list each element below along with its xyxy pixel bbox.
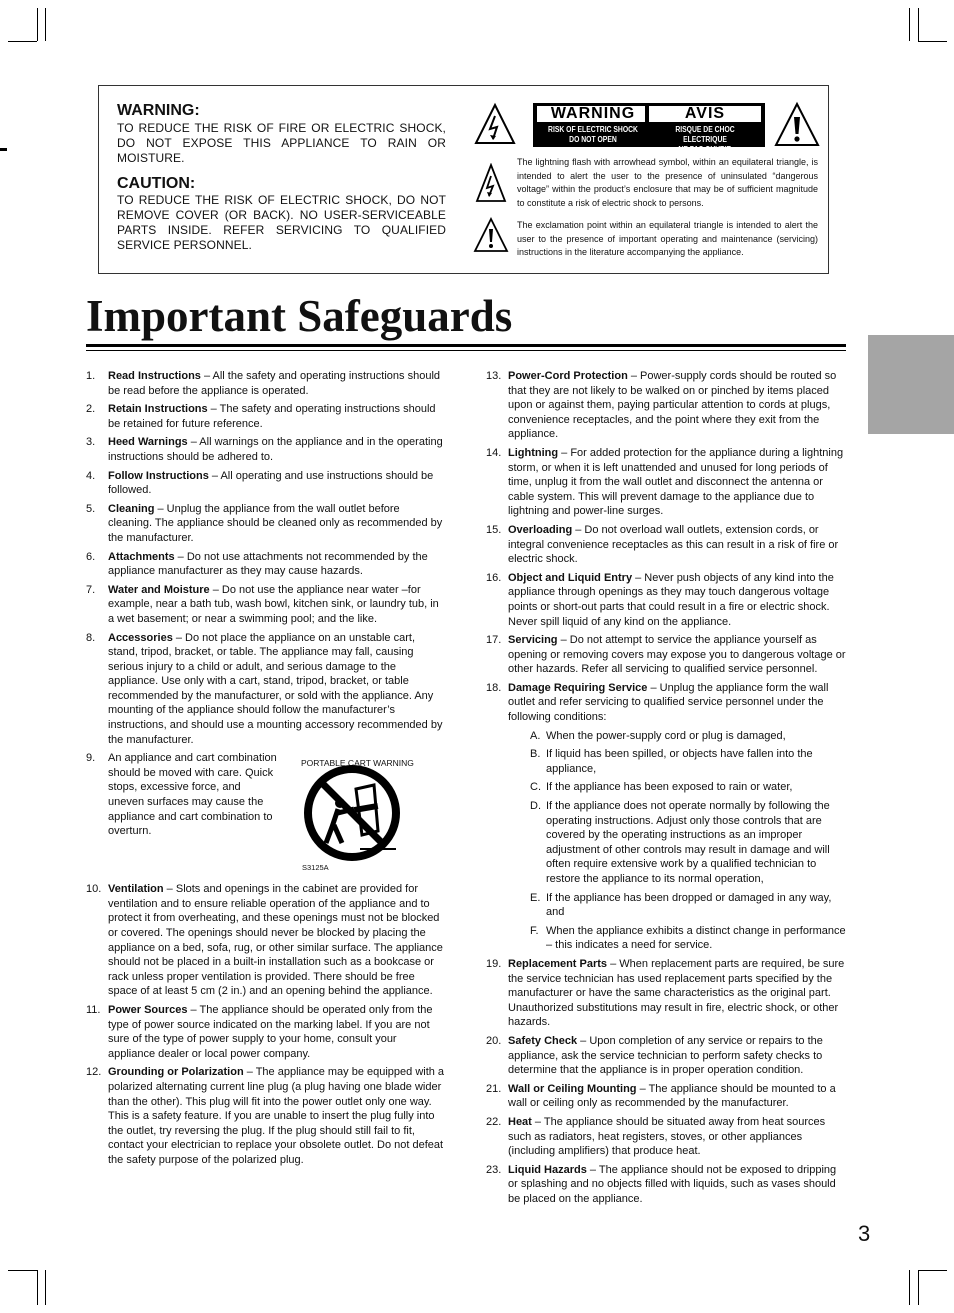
item-body: – When replacement parts are required, be sure the service technician has used replacement parts specified by the manufacturer or have the same characteristics as the original part. Unauthorized substitutions may result in fire, electric shock, or other hazards. xyxy=(508,957,845,1029)
sub-text: If the appliance has been exposed to rain or water, xyxy=(546,781,793,794)
item-body: – Do not attempt to service the appliance yourself as opening or removing covers may expose you to dangerous voltage or other hazards. Refer all servicing to qualified service personnel. xyxy=(508,634,846,676)
item-body: – Do not use the appliance near water –for example, near a bath tub, wash bowl, kitchen sink, or laundry tub, in a wet basement; or near a swimming pool; and the like. xyxy=(108,583,439,625)
safeguard-item xyxy=(486,571,848,629)
item-text xyxy=(508,681,848,725)
item-text xyxy=(508,446,848,519)
item-number: 20. xyxy=(486,1034,502,1047)
item-title: Liquid Hazards xyxy=(508,1163,587,1176)
exclamation-explanation: The exclamation point within an equilateral triangle is intended to alert the user to the presence of important operating and maintenance (servicing) instructions in the literature accompanying the appliance. xyxy=(517,220,818,257)
item-number: 12. xyxy=(86,1066,102,1079)
warning-label-title: WARNING xyxy=(537,106,649,122)
sub-condition xyxy=(508,891,848,920)
item-number: 19. xyxy=(486,957,502,970)
crop-mark xyxy=(918,41,947,42)
item-number: 7. xyxy=(86,583,96,596)
item-body: – Unplug the appliance form the wall outlet and refer servicing to qualified service personnel under the following conditions: xyxy=(508,681,829,724)
item-number: 22. xyxy=(486,1115,502,1128)
sub-letter: B. xyxy=(530,748,541,761)
safeguard-item xyxy=(86,583,446,627)
warning-text: TO REDUCE THE RISK OF FIRE OR ELECTRIC SHOCK, DO NOT EXPOSE THIS APPLIANCE TO RAIN OR MOISTURE. xyxy=(117,121,446,165)
item-number: 11. xyxy=(86,1004,101,1016)
avis-label-title: AVIS xyxy=(649,106,761,122)
item-body: – Never push objects of any kind into the appliance through openings as they may touch dangerous voltage points or short-out parts that could result in a fire or electric shock. Never spill liquid of any kind on the appliance. xyxy=(508,571,834,628)
item-body: – All operating and use instructions should be followed. xyxy=(108,469,434,497)
item-title: Power Sources xyxy=(108,1004,188,1016)
item-title: Grounding or Polarization xyxy=(108,1066,244,1079)
item-number: 10. xyxy=(86,883,102,896)
item-body: – The appliance may be equipped with a polarized alternating current line plug (a plug having one blade wider than the other). This plug will fit into the power outlet only one way. This is a safety feature. If you are unable to insert the plug fully into the outlet, try reversing the plug. If the plug should still fail to fit, contact your electrician to replace your obsolete outlet. Do not defeat the safety purpose of the polarized plug. xyxy=(108,1066,445,1166)
sub-letter: E. xyxy=(530,891,541,904)
sub-text: When the appliance exhibits a distinct change in performance – this indicates a need for service. xyxy=(546,924,846,952)
avis-label xyxy=(645,103,765,154)
safeguard-item xyxy=(86,402,446,431)
exclamation-triangle-icon xyxy=(773,101,821,148)
item-title: Retain Instructions xyxy=(108,403,208,416)
safeguard-item xyxy=(486,1082,848,1111)
sub-letter: F. xyxy=(530,924,539,937)
title-rule-thin xyxy=(86,350,846,351)
item-body: – Do not use attachments not recommended by the appliance manufacturer as they may cause hazards. xyxy=(108,550,428,578)
item-text xyxy=(508,633,848,677)
item-number: 23. xyxy=(486,1163,502,1176)
item-text xyxy=(108,1065,446,1167)
item-title: Safety Check xyxy=(508,1034,578,1047)
item-text xyxy=(508,1163,848,1207)
item-body: – Power-supply cords should be routed so that they are not likely to be walked on or pinched by items placed upon or against them, paying particular attention to cords at plugs, convenience receptacles, and the point where they exit from the appliance. xyxy=(508,370,837,441)
item-number: 4. xyxy=(86,469,96,482)
item-number: 9. xyxy=(86,752,96,765)
cart-figure-code: S3125A xyxy=(302,863,329,873)
item-text xyxy=(508,523,848,567)
item-body: – The appliance should be mounted to a wall or ceiling only as recommended by the manufacturer. xyxy=(508,1082,836,1110)
item-title: Heat xyxy=(508,1115,532,1128)
crop-mark xyxy=(45,1270,46,1305)
warning-label xyxy=(533,103,653,147)
safeguard-item xyxy=(486,1115,848,1159)
item-body: – For added protection for the appliance during a lightning storm, or when it is left unattended and unused for long periods of time, unplug it from the wall outlet and disconnect the antenna or cable system. This will prevent damage to the appliance due to lightning and power-line surges. xyxy=(508,446,844,518)
sub-text: When the power-supply cord or plug is damaged, xyxy=(546,729,786,742)
item-title: Heed Warnings xyxy=(108,436,188,449)
item-text xyxy=(508,957,848,1030)
safeguard-item xyxy=(86,631,446,748)
crop-mark xyxy=(918,1270,919,1305)
warning-box xyxy=(98,85,829,274)
item-number: 18. xyxy=(486,681,502,694)
safeguard-item xyxy=(486,1163,848,1207)
item-number: 8. xyxy=(86,631,96,644)
sub-condition xyxy=(508,729,848,744)
safeguard-item xyxy=(86,469,446,498)
item-body: – The appliance should be operated only from the type of power source indicated on the marking label. If you are not sure of the type of power supply to your home, consult your appliance dealer or local power company. xyxy=(108,1004,433,1060)
crop-mark xyxy=(8,41,37,42)
safeguard-item xyxy=(86,882,446,999)
safeguard-item xyxy=(86,1003,446,1061)
item-number: 5. xyxy=(86,502,96,515)
item-title: Attachments xyxy=(108,550,175,563)
item-title: Read Instructions xyxy=(108,370,201,382)
warning-label-line2: DO NOT OPEN xyxy=(569,135,617,144)
sub-text: If liquid has been spilled, or objects have fallen into the appliance, xyxy=(546,748,813,775)
safeguard-item xyxy=(86,751,446,878)
item-body: – Slots and openings in the cabinet are provided for ventilation and to ensure reliable operation of the appliance and to protect it from overheating, and these openings must not be blocked or covered. The openings should never be blocked by placing the appliance on a bed, sofa, rug, or other similar surface. The appliance should not be placed in a built-in installation such as a bookcase or rack unless proper ventilation is provided. There should be free space of at least 5 cm (2 in.) and an opening behind the appliance. xyxy=(108,883,443,998)
item-title: Damage Requiring Service xyxy=(508,681,648,694)
registration-mark xyxy=(0,148,7,151)
sub-text: If the appliance has been dropped or damaged in any way, and xyxy=(546,891,832,919)
item-text xyxy=(508,571,848,629)
safeguards-column-left xyxy=(86,369,446,1172)
item-number: 6. xyxy=(86,550,96,563)
item-body: – The safety and operating instructions should be retained for future reference. xyxy=(108,403,436,430)
warning-label-line1: RISK OF ELECTRIC SHOCK xyxy=(548,125,638,134)
item-title: Water and Moisture xyxy=(108,583,210,596)
item-body: – Upon completion of any service or repairs to the appliance, ask the service technician to perform safety checks to determine that the appliance is in proper operation condition. xyxy=(508,1034,823,1077)
safeguard-item xyxy=(86,550,446,579)
crop-mark xyxy=(8,1270,37,1271)
avis-label-line1: RISQUE DE CHOC ELECTRIQUE xyxy=(675,125,735,144)
item-title: Object and Liquid Entry xyxy=(508,571,633,584)
page-number: 3 xyxy=(858,1221,871,1246)
item-text xyxy=(108,402,446,431)
item-number: 13. xyxy=(486,370,502,382)
safeguards-column-right xyxy=(486,369,848,1210)
item-number: 1. xyxy=(86,370,96,382)
portable-cart-warning-icon xyxy=(304,765,400,861)
sub-letter: A. xyxy=(530,729,541,742)
item-text xyxy=(108,882,446,999)
item-number: 3. xyxy=(86,436,96,449)
item-body: – The appliance should be situated away from heat sources such as radiators, heat registers, stoves, or other appliances (including amplifiers) that produce heat. xyxy=(508,1115,826,1158)
safeguard-item xyxy=(86,1065,446,1167)
safeguard-item xyxy=(486,681,848,953)
item-body: – Do not overload wall outlets, extension cords, or integral convenience receptacles as this can result in a risk of fire or electric shock. xyxy=(508,523,839,566)
item-number: 17. xyxy=(486,634,502,647)
item-text xyxy=(108,469,446,498)
crop-mark xyxy=(918,1270,947,1271)
item-number: 14. xyxy=(486,446,502,459)
safeguard-item xyxy=(86,502,446,546)
section-tab xyxy=(868,335,954,434)
item-text xyxy=(508,1082,848,1111)
lightning-triangle-small-icon xyxy=(475,163,507,203)
item-number: 16. xyxy=(486,571,502,584)
item-text xyxy=(108,583,446,627)
item-body: – Unplug the appliance from the wall outlet before cleaning. The appliance should be cleaned only as recommended by the manufacturer. xyxy=(108,502,443,544)
cart-warning-caption: PORTABLE CART WARNING xyxy=(301,758,414,769)
item-title: Lightning xyxy=(508,446,559,459)
lightning-explanation: The lightning flash with arrowhead symbol, within an equilateral triangle, is intended to alert the user to the presence of uninsulated “dangerous voltage” within the product’s enclosure that may be of sufficient magnitude to constitute a risk of electric shock to persons. xyxy=(517,157,818,208)
safeguard-item xyxy=(486,523,848,567)
safeguard-item xyxy=(486,369,848,442)
sub-condition xyxy=(508,780,848,795)
safeguard-item xyxy=(86,369,446,398)
item-body: – All warnings on the appliance and in the operating instructions should be adhered to. xyxy=(108,436,443,463)
avis-label-line2: NE PAS OUVRIR xyxy=(678,145,732,154)
sub-letter: C. xyxy=(530,781,541,794)
sub-condition xyxy=(508,747,848,776)
safeguard-item xyxy=(86,435,446,464)
safeguard-item xyxy=(486,957,848,1030)
item-text xyxy=(108,1003,446,1061)
crop-mark xyxy=(37,8,38,41)
item-title: Servicing xyxy=(508,634,558,647)
item-title: Ventilation xyxy=(108,883,164,896)
item-body: – All the safety and operating instructions should be read before the appliance is operated. xyxy=(108,370,441,397)
sub-condition xyxy=(508,924,848,953)
item-text: An appliance and cart combination should be moved with care. Quick stops, excessive force, and uneven surfaces may cause the appliance and cart combination to overturn. xyxy=(108,752,277,838)
item-title: Power-Cord Protection xyxy=(508,370,628,382)
item-title: Follow Instructions xyxy=(108,469,209,482)
safeguard-item xyxy=(486,1034,848,1078)
crop-mark xyxy=(37,1270,38,1305)
item-title: Cleaning xyxy=(108,502,155,515)
item-text xyxy=(108,550,446,579)
item-text xyxy=(508,369,848,442)
item-text xyxy=(108,631,446,748)
item-title: Overloading xyxy=(508,523,573,536)
item-body: – The appliance should not be exposed to dripping or splashing and no objects filled with liquids, such as vases should be placed on the appliance. xyxy=(508,1163,837,1205)
sub-condition xyxy=(508,799,848,887)
item-number: 15. xyxy=(486,523,502,536)
item-title: Accessories xyxy=(108,631,173,644)
caution-text: TO REDUCE THE RISK OF ELECTRIC SHOCK, DO NOT REMOVE COVER (OR BACK). NO USER-SERVICEABLE PARTS INSIDE. REFER SERVICING TO QUALIFIED SERVICE PERSONNEL. xyxy=(117,193,446,252)
safeguard-item xyxy=(486,446,848,519)
caution-heading: CAUTION: xyxy=(117,175,196,192)
item-body: – Do not place the appliance on an unstable cart, stand, tripod, bracket, or table. The appliance may fall, causing serious injury to a child or adult, and serious damage to the appliance. Use only with a cart, stand, tripod, bracket, or table recommended by the manufacturer, or sold with the appliance. Any mounting of the appliance should follow the manufacturer’s instructions, and should use a mounting accessory recommended by the manufacturer. xyxy=(108,631,443,746)
item-text xyxy=(508,1115,848,1159)
item-text xyxy=(108,502,446,546)
page-title: Important Safeguards xyxy=(86,291,513,341)
sub-letter: D. xyxy=(530,800,541,813)
item-text xyxy=(108,369,446,398)
safeguard-item xyxy=(486,633,848,677)
item-number: 2. xyxy=(86,403,96,416)
item-number: 21. xyxy=(486,1082,502,1095)
item-text xyxy=(508,1034,848,1078)
warning-heading: WARNING: xyxy=(117,102,200,119)
item-text xyxy=(108,435,446,464)
crop-mark xyxy=(918,8,919,41)
crop-mark xyxy=(909,8,910,41)
lightning-triangle-icon xyxy=(473,102,517,146)
crop-mark xyxy=(909,1270,910,1305)
item-title: Wall or Ceiling Mounting xyxy=(508,1082,637,1095)
exclamation-triangle-small-icon xyxy=(473,217,509,253)
crop-mark xyxy=(45,8,46,41)
sub-text: If the appliance does not operate normally by following the operating instructions. Adjust only those controls that are covered by the operating instructions as an improper adjustment of other controls may result in damage and will often require extensive work by a qualified technician to restore the appliance to its normal operation, xyxy=(546,800,830,885)
title-rule xyxy=(86,344,846,347)
item-title: Replacement Parts xyxy=(508,957,608,970)
